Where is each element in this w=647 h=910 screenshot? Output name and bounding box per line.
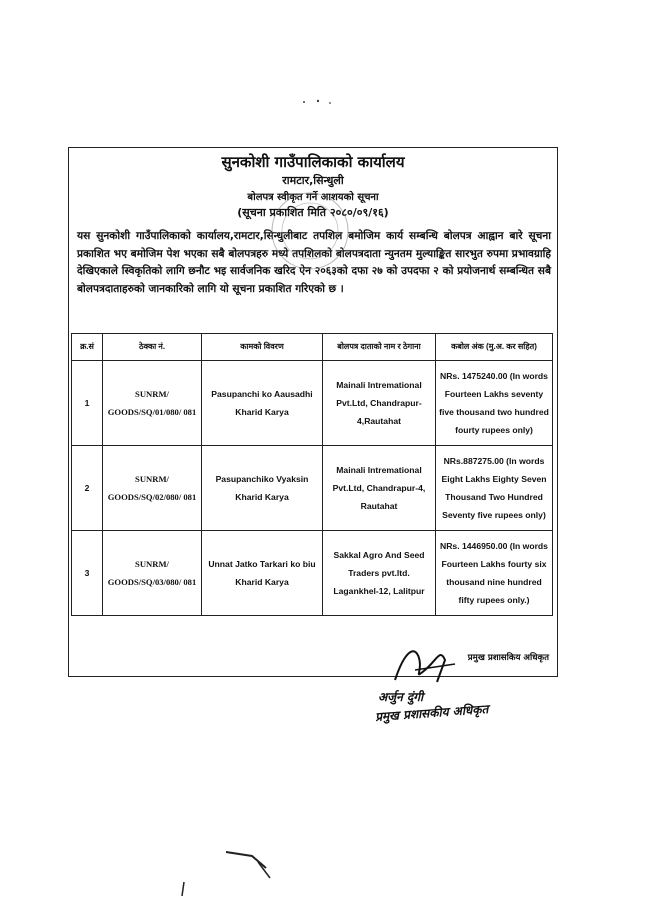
notice-paragraph: यस सुनकोशी गाउँपालिकाको कार्यालय,रामटार,सिन्धुलीबाट तपशिल बमोजिम कार्य सम्बन्धि बोलपत्र आह्वान बारे सूचना प्रकाशित भए बमोजिम पेश भएका सबै बोलपत्रहरु मध्ये तपशिलको बोलपत्रदाता न्युनतम मुल्याङ्कित सारभुत रुपमा प्रभावग्राहि देखिएकाले स्विकृतिको लागि छनौट भइ सार्वजनिक खरिद ऐन २०६३को दफा २७ को उपदफा २ को प्रयोजनार्थ सम्बन्धित सबै बोलपत्रदाताहरुको जानकारिको लागि यो सूचना प्रकाशित गरिएको छ । — [77, 230, 551, 295]
col-header-amount: कबोल अंक (मु.अ. कर सहित) — [436, 334, 553, 361]
scan-mark-bottom — [222, 848, 292, 898]
scan-mark-top — [300, 96, 340, 108]
notice-box — [68, 147, 558, 677]
signer-name: अर्जुन दुंगी — [378, 690, 424, 704]
col-header-sn: क्र.सं — [72, 334, 103, 361]
cell-bidder: Mainali Intremational Pvt.Ltd, Chandrapur-4,Rautahat — [323, 361, 436, 446]
publish-date: (सूचना प्रकाशित मिति २०८०/०९/१६) — [237, 206, 389, 219]
table-header-row — [72, 334, 553, 361]
cell-work: Pasupanchiko Vyaksin Kharid Karya — [202, 446, 323, 531]
cell-amount: NRs. 1446950.00 (In words Fourteen Lakhs fourty six thousand nine hundred fifty rupees only.) — [436, 531, 553, 616]
scan-mark-bottom-left — [178, 880, 188, 900]
office-name: सुनकोशी गाउँपालिकाको कार्यालय — [221, 153, 405, 171]
cell-bidder: Mainali Intremational Pvt.Ltd, Chandrapur-4, Rautahat — [323, 446, 436, 531]
notice-subject: बोलपत्र स्वीकृत गर्ने आशयको सूचना — [247, 192, 379, 203]
col-header-contract-no: ठेक्का नं. — [103, 334, 202, 361]
cell-contract-no: SUNRM/ GOODS/SQ/03/080/ 081 — [103, 531, 202, 616]
bid-table — [71, 333, 553, 616]
cell-bidder: Sakkal Agro And Seed Traders pvt.ltd. Lagankhel-12, Lalitpur — [323, 531, 436, 616]
cell-sn: 2 — [72, 446, 103, 531]
cell-sn: 3 — [72, 531, 103, 616]
signature-icon — [385, 640, 465, 690]
cell-sn: 1 — [72, 361, 103, 446]
office-stamp-icon — [269, 190, 351, 272]
cell-work: Pasupanchi ko Aausadhi Kharid Karya — [202, 361, 323, 446]
signer-title: प्रमुख प्रशासकीय अधिकृत — [374, 702, 489, 724]
cell-contract-no: SUNRM/ GOODS/SQ/01/080/ 081 — [103, 361, 202, 446]
office-location: रामटार,सिन्धुली — [282, 174, 344, 187]
cell-work: Unnat Jatko Tarkari ko biu Kharid Karya — [202, 531, 323, 616]
cell-contract-no: SUNRM/ GOODS/SQ/02/080/ 081 — [103, 446, 202, 531]
officer-title-inline: प्रमुख प्रशासकिय अधिकृत — [467, 653, 549, 663]
table-row — [72, 361, 553, 446]
cell-amount: NRs. 1475240.00 (In words Fourteen Lakhs seventy five thousand two hundred fourty rupees only) — [436, 361, 553, 446]
cell-amount: NRs.887275.00 (In words Eight Lakhs Eighty Seven Thousand Two Hundred Seventy five rupees only) — [436, 446, 553, 531]
table-row — [72, 531, 553, 616]
col-header-bidder: बोलपत्र दाताको नाम र ठेगाना — [323, 334, 436, 361]
col-header-work: कामको विवरण — [202, 334, 323, 361]
table-row — [72, 446, 553, 531]
